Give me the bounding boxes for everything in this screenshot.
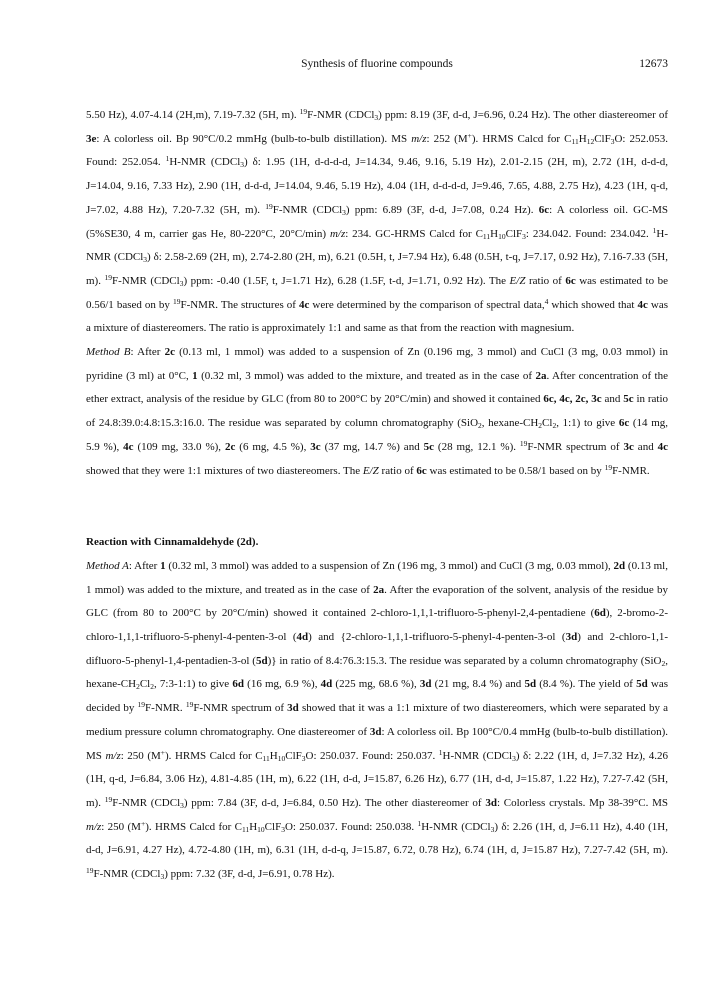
paragraph-3e-6c-characterization: 5.50 Hz), 4.07-4.14 (2H,m), 7.19-7.32 (5H, m). $^{19}$F-NMR (CDCl$_3$) ppm: 8.19 (3F, d-d, J=6.96, 0.24 Hz). The other diastereomer of 3e: A colorless oil. Bp 90°C/0.2 mmHg (bulb-to-bulb distillation). MS m/z: 252 (M+). HRMS Calcd for $C_{11}H_{12}ClF_3O$: 252.053. Found: 252.054. $^1$H-NMR (CDCl$_3$) δ: 1.95 (1H, d-d-d-d, J=14.34, 9.46, 9.16, 5.19 Hz), 2.01-2.15 (2H, m), 2.72 (1H, d-d-d, J=14.04, 9.16, 7.33 Hz), 2.90 (1H, d-d-d, J=14.04, 9.46, 5.19 Hz), 4.04 (1H, d-d-d-d, J=9.46, 7.65, 4.88, 2.75 Hz), 4.23 (1H, q-d, J=7.02, 4.88 Hz), 7.20-7.32 (5H, m). $^{19}$F-NMR (CDCl$_3$) ppm: 6.89 (3F, d-d, J=7.08, 0.24 Hz). 6c: A colorless oil. GC-MS (5%SE30, 4 m, carrier gas He, 80-220°C, 20°C/min) m/z: 234. GC-HRMS Calcd for $C_{11}H_{10}ClF_3$: 234.042. Found: 234.042. $^1$H-NMR (CDCl$_3$) δ: 2.58-2.69 (2H, m), 2.74-2.80 (2H, m), 6.21 (0.5H, t, J=7.94 Hz), 6.48 (0.5H, t-q, J=7.17, 0.92 Hz), 7.16-7.33 (5H, m). $^{19}$F-NMR (CDCl$_3$) ppm: -0.40 (1.5F, t, J=1.71 Hz), 6.28 (1.5F, t-d, J=1.71, 0.92 Hz). The E/Z ratio of 6c was estimated to be 0.56/1 based on by $^{19}$F-NMR. The structures of 4c were determined by the comparison of spectral data,$^4$ which showed that 4c was a mixture of diastereomers. The ratio is approximately 1:1 and same as that from the reaction with magnesium.: [86, 107, 669, 335]
paragraph-method-b: Method B: After 2c (0.13 ml, 1 mmol) was added to a suspension of Zn (0.196 mg, 3 mmol) and CuCl (3 mg, 0.03 mmol) in pyridine (3 ml) at 0°C, 1 (0.32 ml, 3 mmol) was added to the mixture, and treated as in the case of 2a. After concentration of the ether extract, analysis of the residue by GLC (from 80 to 200°C by 20°C/min) and showed it contained 6c, 4c, 2c, 3c and 5c in ratio of 24.8:39.0:4.8:15.3:16.0. The residue was separated by column chromatography (SiO$_2$, hexane-$CH_2Cl_2$, 1:1) to give 6c (14 mg, 5.9 %), 4c (109 mg, 33.0 %), 2c (6 mg, 4.5 %), 3c (37 mg, 14.7 %) and 5c (28 mg, 12.1 %). $^{19}$F-NMR spectrum of 3c and 4c showed that they were 1:1 mixtures of two diastereomers. The E/Z ratio of 6c was estimated to be 0.58/1 based on by $^{19}$F-NMR.: [86, 346, 669, 477]
article-body: [86, 104, 668, 887]
paragraph-cinnamaldehyde-method-a: Method A: After 1 (0.32 ml, 3 mmol) was added to a suspension of Zn (196 mg, 3 mmol) and CuCl (3 mg, 0.03 mmol), 2d (0.13 ml, 1 mmol) was added to the mixture, and treated as in the case of 2a. After the evaporation of the solvent, analysis of the residue by GLC (from 80 to 200°C by 20°C/min) showed it contained 2-chloro-1,1,1-trifluoro-5-phenyl-2,4-pentadiene (6d), 2-bromo-2-chloro-1,1,1-trifluoro-5-phenyl-4-penten-3-ol (4d) and {2-chloro-1,1,1-trifluoro-5-phenyl-4-penten-3-ol (3d) and 2-chloro-1,1-difluoro-5-phenyl-1,4-pentadien-3-ol (5d)} in ratio of 8.4:76.3:15.3. The residue was separated by a column chromatography (SiO$_2$, hexane-$CH_2Cl_2$, 7:3-1:1) to give 6d (16 mg, 6.9 %), 4d (225 mg, 68.6 %), 3d (21 mg, 8.4 %) and 5d (8.4 %). The yield of 5d was decided by $^{19}$F-NMR. $^{19}$F-NMR spectrum of 3d showed that it was a 1:1 mixture of two diastereomers, which were separated by a medium pressure column chromatography. One diastereomer of 3d: A colorless oil. Bp 100°C/0.4 mmHg (bulb-to-bulb distillation). MS m/z: 250 (M+). HRMS Calcd for $C_{11}H_{10}ClF_3O$: 250.037. Found: 250.037. $^1$H-NMR (CDCl$_3$) δ: 2.22 (1H, d, J=7.32 Hz), 4.26 (1H, q-d, J=6.84, 3.06 Hz), 4.81-4.85 (1H, m), 6.22 (1H, d-d, J=15.87, 6.26 Hz), 6.77 (1H, d-d, J=15.87, 1.22 Hz), 7.27-7.42 (5H, m). $^{19}$F-NMR (CDCl$_3$) ppm: 7.84 (3F, d-d, J=6.84, 0.50 Hz). The other diastereomer of 3d: Colorless crystals. Mp 38-39°C. MS m/z: 250 (M+). HRMS Calcd for $C_{11}H_{10}ClF_3O$: 250.037. Found: 250.038. $^1$H-NMR (CDCl$_3$) δ: 2.26 (1H, d, J=6.11 Hz), 4.40 (1H, d-d, J=6.91, 4.27 Hz), 4.72-4.80 (1H, m), 6.31 (1H, d-d-q, J=15.87, 6.72, 0.78 Hz), 6.74 (1H, d, J=15.87 Hz), 7.27-7.42 (5H, m). $^{19}$F-NMR (CDCl$_3$) ppm: 7.32 (3F, d-d, J=6.91, 0.78 Hz).: [86, 559, 669, 882]
section-heading: Reaction with Cinnamaldehyde (2d).: [86, 536, 259, 549]
running-title: Synthesis of fluorine compounds: [301, 58, 453, 70]
section-spacer: [86, 483, 668, 531]
page-number: 12673: [639, 58, 668, 70]
running-header: [86, 58, 668, 74]
